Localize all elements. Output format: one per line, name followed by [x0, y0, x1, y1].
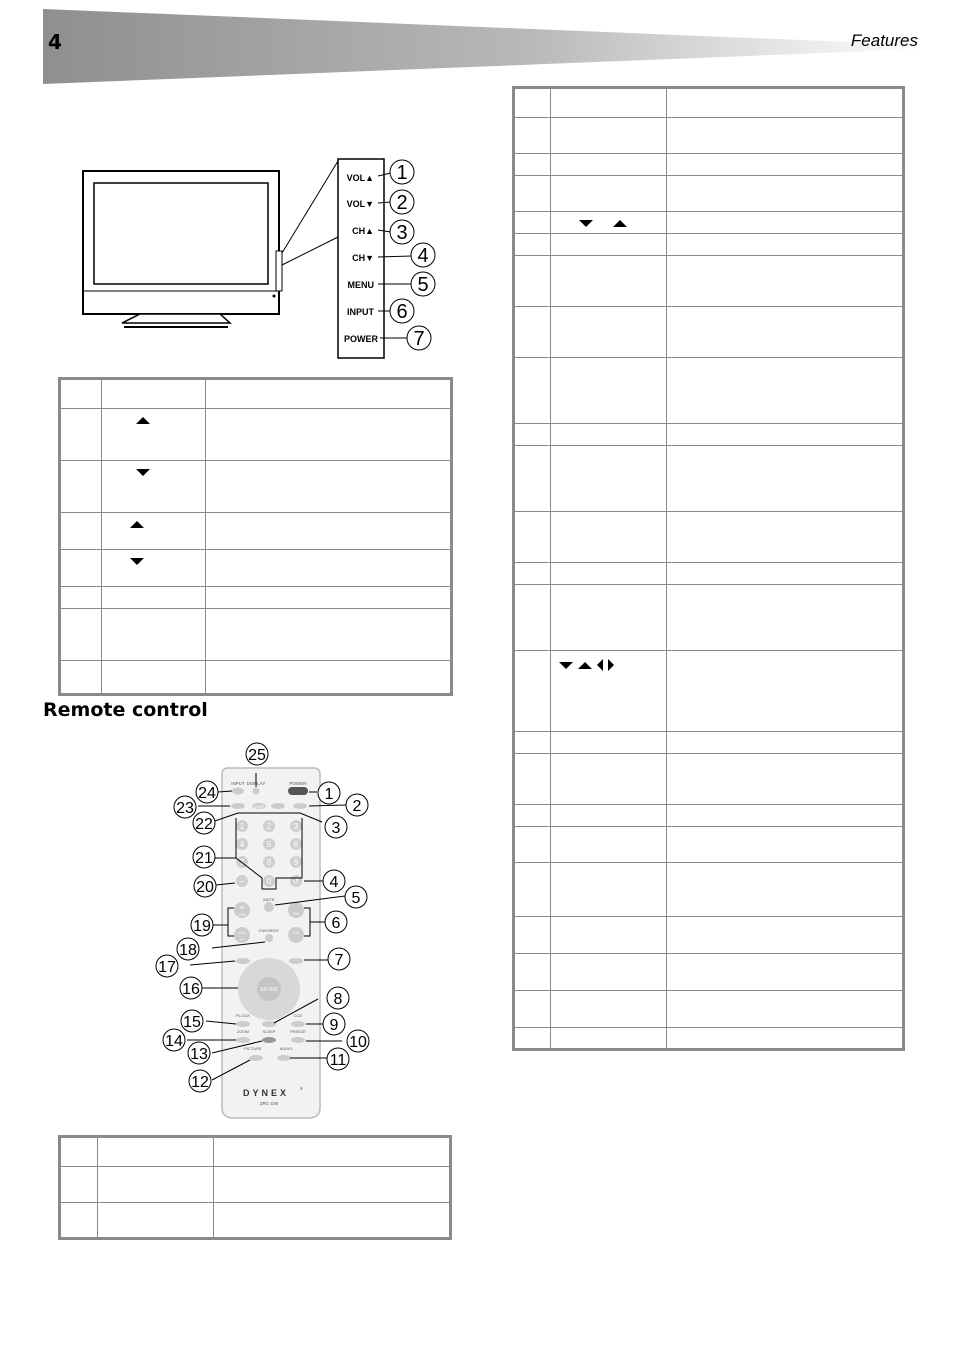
remote-label-input: INPUT — [231, 781, 245, 786]
tv-callout-5: 5 — [417, 274, 429, 296]
tv-label-ch-up: CH▲ — [352, 226, 374, 236]
svg-text:®: ® — [300, 1086, 303, 1091]
svg-text:−: − — [239, 877, 245, 886]
remote-control-icon — [222, 768, 320, 1118]
remote-brand: DYNEX — [242, 1088, 290, 1098]
triangle-right-icon — [608, 659, 614, 671]
tv-label-vol-down: VOL▼ — [346, 199, 374, 209]
tv-label-power: POWER — [343, 334, 378, 344]
tv-buttons-table — [58, 377, 453, 696]
triangle-up-icon — [578, 662, 592, 669]
remote-callout-25: 25 — [248, 747, 266, 764]
remote-label-power: POWER — [289, 781, 307, 786]
mute-button-icon — [264, 902, 274, 912]
svg-text:COMP: COMP — [253, 805, 265, 809]
triangle-up-icon — [613, 220, 627, 227]
triangle-up-icon — [136, 417, 150, 424]
remote-diagram — [150, 740, 380, 1125]
svg-text:ENTER: ENTER — [260, 987, 278, 993]
triangle-down-icon — [130, 558, 144, 565]
svg-text:−: − — [239, 935, 245, 944]
remote-control-heading: Remote control — [43, 699, 208, 721]
svg-text:ZOOM: ZOOM — [237, 1029, 249, 1034]
svg-text:7: 7 — [239, 858, 245, 867]
svg-text:4: 4 — [239, 840, 245, 849]
tv-label-ch-down: CH▼ — [352, 253, 374, 263]
remote-callout-4: 4 — [329, 874, 339, 891]
header-band — [43, 9, 923, 84]
svg-text:1: 1 — [239, 822, 245, 831]
remote-model: ZRC-100 — [259, 1101, 279, 1106]
svg-text:VOL: VOL — [237, 930, 247, 935]
triangle-down-icon — [579, 220, 593, 227]
svg-text:FAVORITE: FAVORITE — [259, 928, 279, 933]
svg-text:6: 6 — [293, 840, 299, 849]
svg-text:AUDIO: AUDIO — [279, 1046, 293, 1051]
remote-callout-9: 9 — [329, 1017, 339, 1034]
svg-text:P.LOCK: P.LOCK — [235, 1013, 251, 1018]
triangle-up-icon — [130, 521, 144, 528]
svg-text:FREEZE: FREEZE — [290, 1029, 306, 1034]
remote-callout-24: 24 — [198, 785, 216, 802]
tv-callout-6: 6 — [396, 301, 408, 323]
remote-callout-22: 22 — [195, 816, 213, 833]
remote-callout-11: 11 — [329, 1052, 347, 1069]
power-button-icon — [288, 787, 308, 795]
svg-text:CH: CH — [293, 930, 299, 935]
tv-label-menu: MENU — [347, 280, 374, 290]
tv-callout-2: 2 — [396, 192, 408, 214]
remote-callout-13: 13 — [190, 1046, 208, 1063]
remote-callout-2: 2 — [352, 798, 362, 815]
tv-front-icon — [83, 171, 282, 327]
tv-callout-4: 4 — [417, 245, 429, 267]
triangle-down-icon — [136, 469, 150, 476]
svg-text:0: 0 — [266, 877, 272, 886]
tv-callout-3: 3 — [396, 222, 408, 244]
remote-callout-7: 7 — [334, 952, 344, 969]
remote-label-display: DISPLAY — [246, 781, 266, 786]
remote-callout-19: 19 — [193, 918, 211, 935]
remote-buttons-table — [512, 86, 905, 1051]
tv-callout-7: 7 — [413, 328, 425, 350]
remote-callout-12: 12 — [191, 1074, 209, 1091]
remote-callout-8: 8 — [333, 991, 343, 1008]
tv-label-vol-up: VOL▲ — [346, 173, 374, 183]
display-button-icon — [253, 788, 260, 795]
remote-buttons-table-start — [58, 1135, 452, 1240]
svg-text:2: 2 — [266, 822, 272, 831]
svg-text:VOL: VOL — [237, 912, 247, 917]
svg-text:MUTE: MUTE — [263, 897, 275, 902]
tv-callout-1: 1 — [396, 162, 408, 184]
svg-text:3: 3 — [293, 822, 299, 831]
remote-callout-10: 10 — [349, 1034, 367, 1051]
remote-callout-20: 20 — [196, 879, 214, 896]
remote-callout-15: 15 — [183, 1014, 201, 1031]
svg-text:CH: CH — [293, 911, 299, 916]
favorite-button-icon — [265, 934, 273, 942]
remote-callout-6: 6 — [331, 915, 341, 932]
svg-text:PICTURE: PICTURE — [244, 1046, 262, 1051]
remote-callout-17: 17 — [158, 959, 176, 976]
remote-callout-1: 1 — [324, 786, 334, 803]
input-button-icon — [232, 788, 244, 795]
svg-text:↺: ↺ — [292, 877, 300, 886]
remote-callout-23: 23 — [176, 800, 194, 817]
remote-callout-5: 5 — [351, 890, 361, 907]
svg-text:5: 5 — [266, 840, 272, 849]
tv-diagram — [80, 155, 450, 365]
page-number: 4 — [48, 30, 62, 54]
triangle-left-icon — [597, 659, 603, 671]
remote-callout-21: 21 — [195, 850, 213, 867]
remote-callout-16: 16 — [182, 981, 200, 998]
svg-text:+: + — [239, 903, 245, 912]
remote-callout-14: 14 — [165, 1033, 183, 1050]
svg-text:9: 9 — [293, 858, 299, 867]
triangle-down-icon — [559, 662, 573, 669]
section-title: Features — [850, 31, 918, 50]
tv-label-input: INPUT — [347, 307, 374, 317]
remote-callout-18: 18 — [179, 942, 197, 959]
svg-text:8: 8 — [266, 858, 272, 867]
remote-callout-3: 3 — [331, 820, 341, 837]
svg-text:CCD: CCD — [293, 1013, 303, 1018]
svg-text:SLEEP: SLEEP — [262, 1029, 276, 1034]
